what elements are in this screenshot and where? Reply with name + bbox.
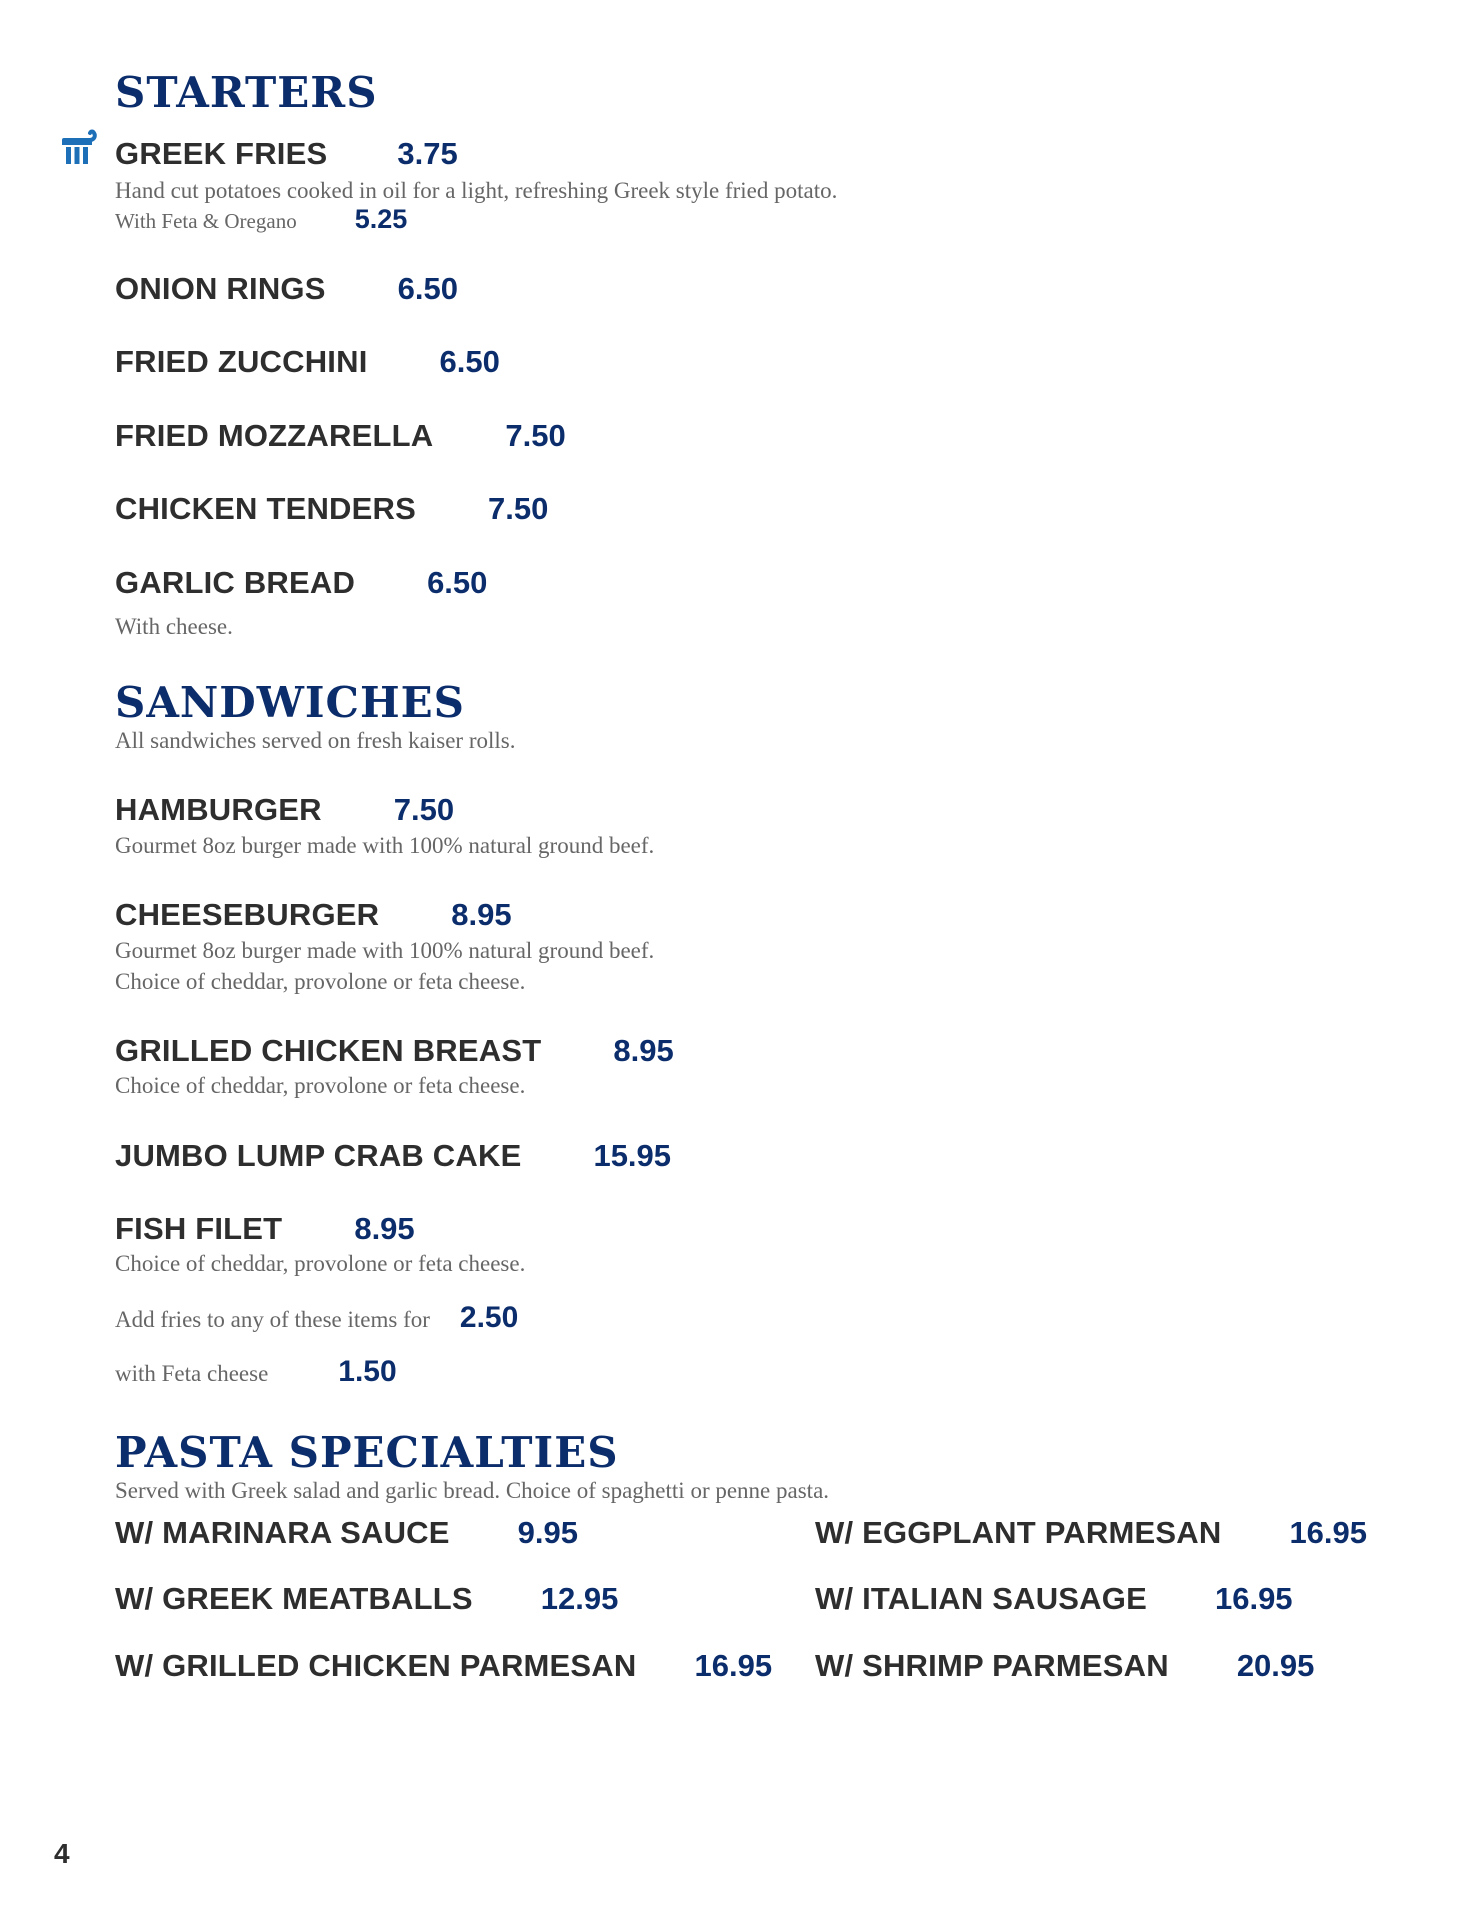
- menu-item-fish-filet: [115, 1211, 415, 1247]
- item-price: 16.95: [1214, 1581, 1293, 1616]
- item-name: W/ ITALIAN SAUSAGE: [815, 1581, 1147, 1616]
- item-name: W/ EGGPLANT PARMESAN: [815, 1515, 1222, 1550]
- menu-item-fried-zucchini: [115, 344, 500, 380]
- item-price: 6.50: [439, 344, 500, 379]
- item-description: Choice of cheddar, provolone or feta cheese.: [115, 1251, 526, 1276]
- item-description: With cheese.: [115, 614, 233, 639]
- item-name: W/ GREEK MEATBALLS: [115, 1581, 473, 1616]
- section-title-pasta: PASTA SPECIALTIES: [115, 1428, 619, 1477]
- addon-feta: [115, 1355, 397, 1389]
- menu-item-chicken-tenders: [115, 491, 548, 527]
- menu-item-pasta-italian-sausage: [815, 1581, 1293, 1617]
- item-description: Gourmet 8oz burger made with 100% natural ground beef.: [115, 833, 655, 858]
- menu-item-hamburger: [115, 792, 454, 828]
- item-name: GARLIC BREAD: [115, 565, 356, 600]
- item-price: 3.75: [397, 136, 458, 171]
- option-label: With Feta & Oregano: [115, 209, 297, 233]
- item-name: W/ MARINARA SAUCE: [115, 1515, 450, 1550]
- page-number: 4: [54, 1838, 70, 1869]
- item-price: 20.95: [1236, 1648, 1315, 1683]
- item-price: 8.95: [613, 1033, 674, 1068]
- menu-item-pasta-grilled-chicken-parmesan: [115, 1648, 772, 1684]
- item-description: Gourmet 8oz burger made with 100% natural ground beef.: [115, 938, 655, 963]
- item-price: 8.95: [354, 1211, 415, 1246]
- section-intro: All sandwiches served on fresh kaiser rolls.: [115, 728, 516, 753]
- item-description: Choice of cheddar, provolone or feta cheese.: [115, 1073, 526, 1098]
- menu-item-cheeseburger: [115, 897, 512, 933]
- greek-column-icon: [58, 128, 104, 172]
- item-name: FRIED ZUCCHINI: [115, 344, 368, 379]
- item-price: 15.95: [593, 1138, 672, 1173]
- item-name: W/ SHRIMP PARMESAN: [815, 1648, 1169, 1683]
- menu-item-jumbo-lump-crab-cake: [115, 1138, 671, 1174]
- item-price: 7.50: [505, 418, 566, 453]
- item-description: Choice of cheddar, provolone or feta cheese.: [115, 969, 526, 994]
- menu-item-pasta-eggplant-parmesan: [815, 1515, 1367, 1551]
- item-price: 7.50: [393, 792, 455, 827]
- addon-price: 2.50: [459, 1301, 519, 1334]
- item-name: JUMBO LUMP CRAB CAKE: [115, 1138, 522, 1173]
- section-title-starters: STARTERS: [115, 68, 378, 117]
- menu-option-feta-oregano: [115, 204, 407, 235]
- menu-item-fried-mozzarella: [115, 418, 566, 454]
- item-price: 12.95: [540, 1581, 619, 1616]
- item-name: CHICKEN TENDERS: [115, 491, 416, 526]
- item-price: 9.95: [517, 1515, 578, 1550]
- item-price: 8.95: [451, 897, 512, 932]
- item-name: GRILLED CHICKEN BREAST: [115, 1033, 542, 1068]
- menu-item-garlic-bread: [115, 565, 487, 601]
- item-price: 16.95: [1289, 1515, 1368, 1550]
- addon-label: Add fries to any of these items for: [115, 1307, 430, 1332]
- addon-price: 1.50: [338, 1355, 397, 1388]
- item-name: ONION RINGS: [115, 271, 326, 306]
- addon-fries: [115, 1301, 518, 1335]
- option-price: 5.25: [354, 204, 408, 234]
- item-price: 16.95: [694, 1648, 773, 1683]
- item-price: 7.50: [487, 491, 549, 526]
- menu-item-onion-rings: [115, 271, 458, 307]
- menu-item-pasta-greek-meatballs: [115, 1581, 618, 1617]
- item-price: 6.50: [427, 565, 488, 600]
- menu-item-grilled-chicken-breast: [115, 1033, 674, 1069]
- item-description: Hand cut potatoes cooked in oil for a light, refreshing Greek style fried potato.: [115, 178, 838, 203]
- section-title-sandwiches: SANDWICHES: [115, 678, 465, 727]
- item-name: CHEESEBURGER: [115, 897, 380, 932]
- item-name: W/ GRILLED CHICKEN PARMESAN: [115, 1648, 637, 1683]
- item-name: FISH FILET: [115, 1211, 283, 1246]
- menu-item-pasta-shrimp-parmesan: [815, 1648, 1314, 1684]
- item-name: HAMBURGER: [115, 792, 322, 827]
- section-intro: Served with Greek salad and garlic bread. Choice of spaghetti or penne pasta.: [115, 1478, 830, 1503]
- item-price: 6.50: [397, 271, 458, 306]
- item-name: FRIED MOZZARELLA: [115, 418, 434, 453]
- menu-item-pasta-marinara: [115, 1515, 578, 1551]
- item-name: GREEK FRIES: [115, 136, 328, 171]
- menu-item-greek-fries: [115, 136, 458, 172]
- addon-label: with Feta cheese: [115, 1361, 269, 1386]
